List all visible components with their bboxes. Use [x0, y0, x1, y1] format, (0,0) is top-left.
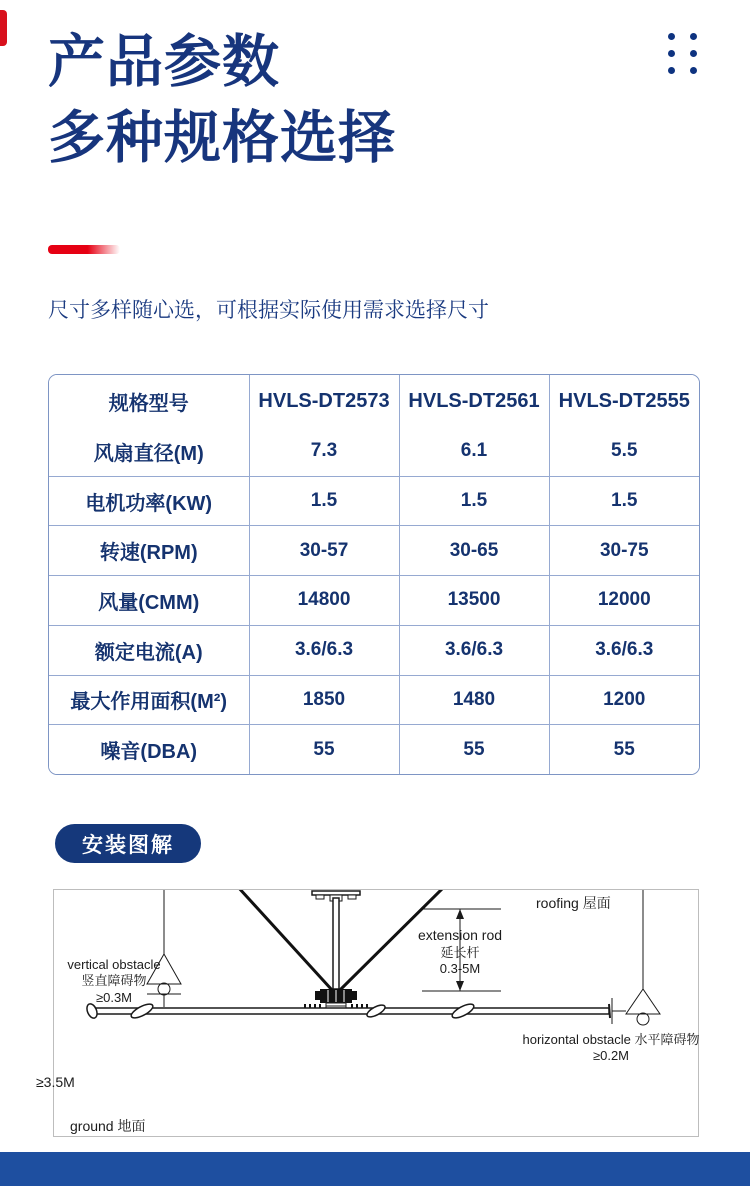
spec-row-label: 最大作用面积(M²): [49, 675, 249, 725]
dot-icon: [690, 50, 697, 57]
table-row-rpm: [49, 526, 699, 576]
spec-table-header-row: [49, 375, 699, 427]
table-row-diameter: [49, 427, 699, 476]
extension-rod-label-cn: 延长杆: [440, 944, 480, 960]
mounting-height-value: ≥3.5M: [36, 1074, 75, 1090]
dots-decoration-icon: [668, 33, 697, 74]
extension-rod-label: [390, 927, 530, 977]
spec-cell: 55: [399, 725, 549, 774]
spec-cell: 1850: [249, 675, 399, 725]
page-title: [48, 24, 396, 176]
red-underline-decoration: [48, 245, 120, 254]
spec-cell: 12000: [549, 576, 699, 626]
table-row-airflow: [49, 576, 699, 626]
fan-installation-drawing: [54, 890, 698, 1136]
spec-cell: 14800: [249, 576, 399, 626]
spec-header-dt2561: HVLS-DT2561: [399, 375, 549, 427]
spec-cell: 3.6/6.3: [399, 625, 549, 675]
horizontal-obstacle-figure: [612, 890, 660, 1025]
installation-diagram-badge: 安装图解: [55, 824, 201, 863]
installation-diagram: [36, 889, 700, 1137]
spec-cell: 30-57: [249, 526, 399, 576]
page-subtitle: 尺寸多样随心选，可根据实际使用需求选择尺寸: [48, 299, 489, 322]
red-accent-bar: [0, 10, 7, 46]
roofing-label: roofing 屋面: [536, 895, 611, 911]
dot-icon: [690, 33, 697, 40]
dot-icon: [668, 50, 675, 57]
table-row-coverage: [49, 675, 699, 725]
spec-row-label: 转速(RPM): [49, 526, 249, 576]
spec-row-label: 电机功率(KW): [49, 476, 249, 526]
spec-cell: 13500: [399, 576, 549, 626]
extension-rod-range: 0.3-5M: [439, 960, 481, 976]
dot-icon: [668, 33, 675, 40]
spec-row-label: 风扇直径(M): [49, 427, 249, 476]
extension-rod-label-en: extension rod: [417, 927, 503, 943]
spec-cell: 30-75: [549, 526, 699, 576]
spec-row-label: 噪音(DBA): [49, 725, 249, 774]
bottom-blue-bar: [0, 1152, 750, 1186]
spec-cell: 5.5: [549, 427, 699, 476]
ground-label: ground 地面: [70, 1118, 146, 1134]
spec-table-container: [48, 374, 700, 775]
spec-cell: 6.1: [399, 427, 549, 476]
spec-cell: 3.6/6.3: [249, 625, 399, 675]
horizontal-obstacle-value: ≥0.2M: [592, 1048, 630, 1064]
vertical-obstacle-label-cn: 竖直障碍物: [81, 973, 147, 989]
spec-row-label: 风量(CMM): [49, 576, 249, 626]
spec-cell: 1200: [549, 675, 699, 725]
spec-cell: 55: [249, 725, 399, 774]
spec-header-model: 规格型号: [49, 375, 249, 427]
spec-cell: 1480: [399, 675, 549, 725]
vertical-obstacle-label: [54, 957, 174, 1006]
spec-cell: 30-65: [399, 526, 549, 576]
spec-header-dt2573: HVLS-DT2573: [249, 375, 399, 427]
vertical-obstacle-label-en: vertical obstacle: [67, 957, 161, 972]
page-title-line2: 多种规格选择: [48, 106, 396, 170]
horizontal-obstacle-label-text: horizontal obstacle 水平障碍物: [522, 1032, 700, 1047]
page-title-line1: 产品参数: [48, 30, 280, 94]
spec-cell: 55: [549, 725, 699, 774]
spec-cell: 3.6/6.3: [549, 625, 699, 675]
table-row-noise: [49, 725, 699, 774]
table-row-motor-power: [49, 476, 699, 526]
dot-icon: [690, 67, 697, 74]
horizontal-obstacle-label: [522, 1032, 700, 1065]
vertical-obstacle-value: ≥0.3M: [95, 989, 133, 1005]
dot-icon: [668, 67, 675, 74]
spec-cell: 1.5: [549, 476, 699, 526]
spec-cell: 1.5: [399, 476, 549, 526]
table-row-current: [49, 625, 699, 675]
spec-cell: 7.3: [249, 427, 399, 476]
spec-row-label: 额定电流(A): [49, 625, 249, 675]
spec-header-dt2555: HVLS-DT2555: [549, 375, 699, 427]
spec-table: [49, 375, 699, 774]
spec-cell: 1.5: [249, 476, 399, 526]
